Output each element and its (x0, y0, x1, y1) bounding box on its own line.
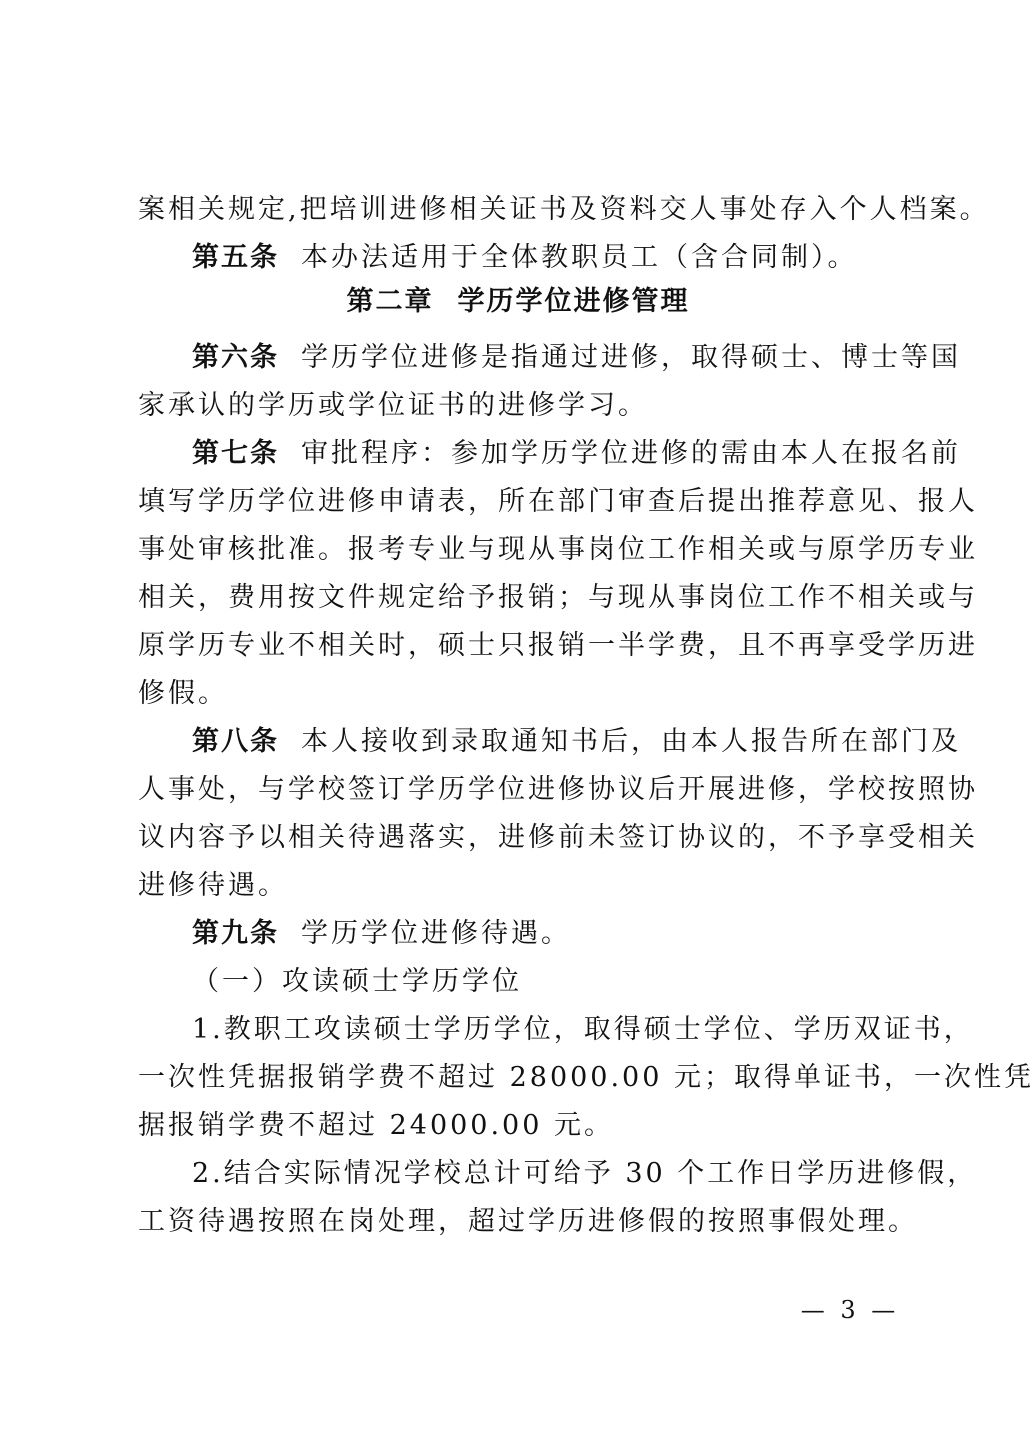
article-8-line: 本人接收到录取通知书后，由本人报告所在部门及 (301, 726, 961, 757)
article-5 (192, 234, 898, 282)
item-1-line: 1.教职工攻读硕士学历学位，取得硕士学位、学历双证书， (192, 1014, 974, 1045)
article-8-line: 进修待遇。 (138, 870, 288, 901)
article-7-line: 相关，费用按文件规定给予报销；与现从事岗位工作不相关或与 (138, 582, 978, 613)
article-8-line: 人事处，与学校签订学历学位进修协议后开展进修，学校按照协 (138, 774, 978, 805)
paragraph-line: 案相关规定,把培训进修相关证书及资料交人事处存入个人档案。 (138, 194, 990, 225)
article-7 (192, 430, 961, 478)
chapter-number: 第二章 (346, 286, 434, 317)
item-2-line: 2.结合实际情况学校总计可给予 30 个工作日学历进修假， (192, 1158, 978, 1189)
article-6-line: 家承认的学历或学位证书的进修学习。 (138, 390, 648, 421)
article-7-line: 原学历专业不相关时，硕士只报销一半学费，且不再享受学历进 (138, 630, 978, 661)
article-8-line: 议内容予以相关待遇落实，进修前未签订协议的，不予享受相关 (138, 822, 978, 853)
article-7-label: 第七条 (192, 438, 279, 469)
item-2-line: 工资待遇按照在岗处理，超过学历进修假的按照事假处理。 (138, 1206, 918, 1237)
chapter-title: 学历学位进修管理 (457, 286, 690, 317)
article-6-label: 第六条 (192, 342, 279, 373)
article-9 (192, 910, 898, 958)
article-7-line: 修假。 (138, 678, 228, 709)
article-5-text: 本办法适用于全体教职员工（含合同制）。 (301, 242, 858, 273)
chapter-heading (138, 278, 898, 326)
article-9-label: 第九条 (192, 918, 279, 949)
page-number: — 3 — (800, 1296, 900, 1324)
article-9-text: 学历学位进修待遇。 (301, 918, 571, 949)
article-5-label: 第五条 (192, 242, 279, 273)
subsection-heading: （一）攻读硕士学历学位 (192, 966, 522, 997)
article-7-line: 事处审核批准。报考专业与现从事岗位工作相关或与原学历专业 (138, 534, 978, 565)
article-6-line: 学历学位进修是指通过进修，取得硕士、博士等国 (301, 342, 961, 373)
article-7-line: 填写学历学位进修申请表，所在部门审查后提出推荐意见、报人 (138, 486, 978, 517)
article-7-line: 审批程序：参加学历学位进修的需由本人在报名前 (301, 438, 961, 469)
article-8-label: 第八条 (192, 726, 279, 757)
item-1-line: 一次性凭据报销学费不超过 28000.00 元；取得单证书，一次性凭 (138, 1062, 1034, 1093)
article-8 (192, 718, 961, 766)
item-1-line: 据报销学费不超过 24000.00 元。 (138, 1110, 614, 1141)
article-6 (192, 334, 961, 382)
